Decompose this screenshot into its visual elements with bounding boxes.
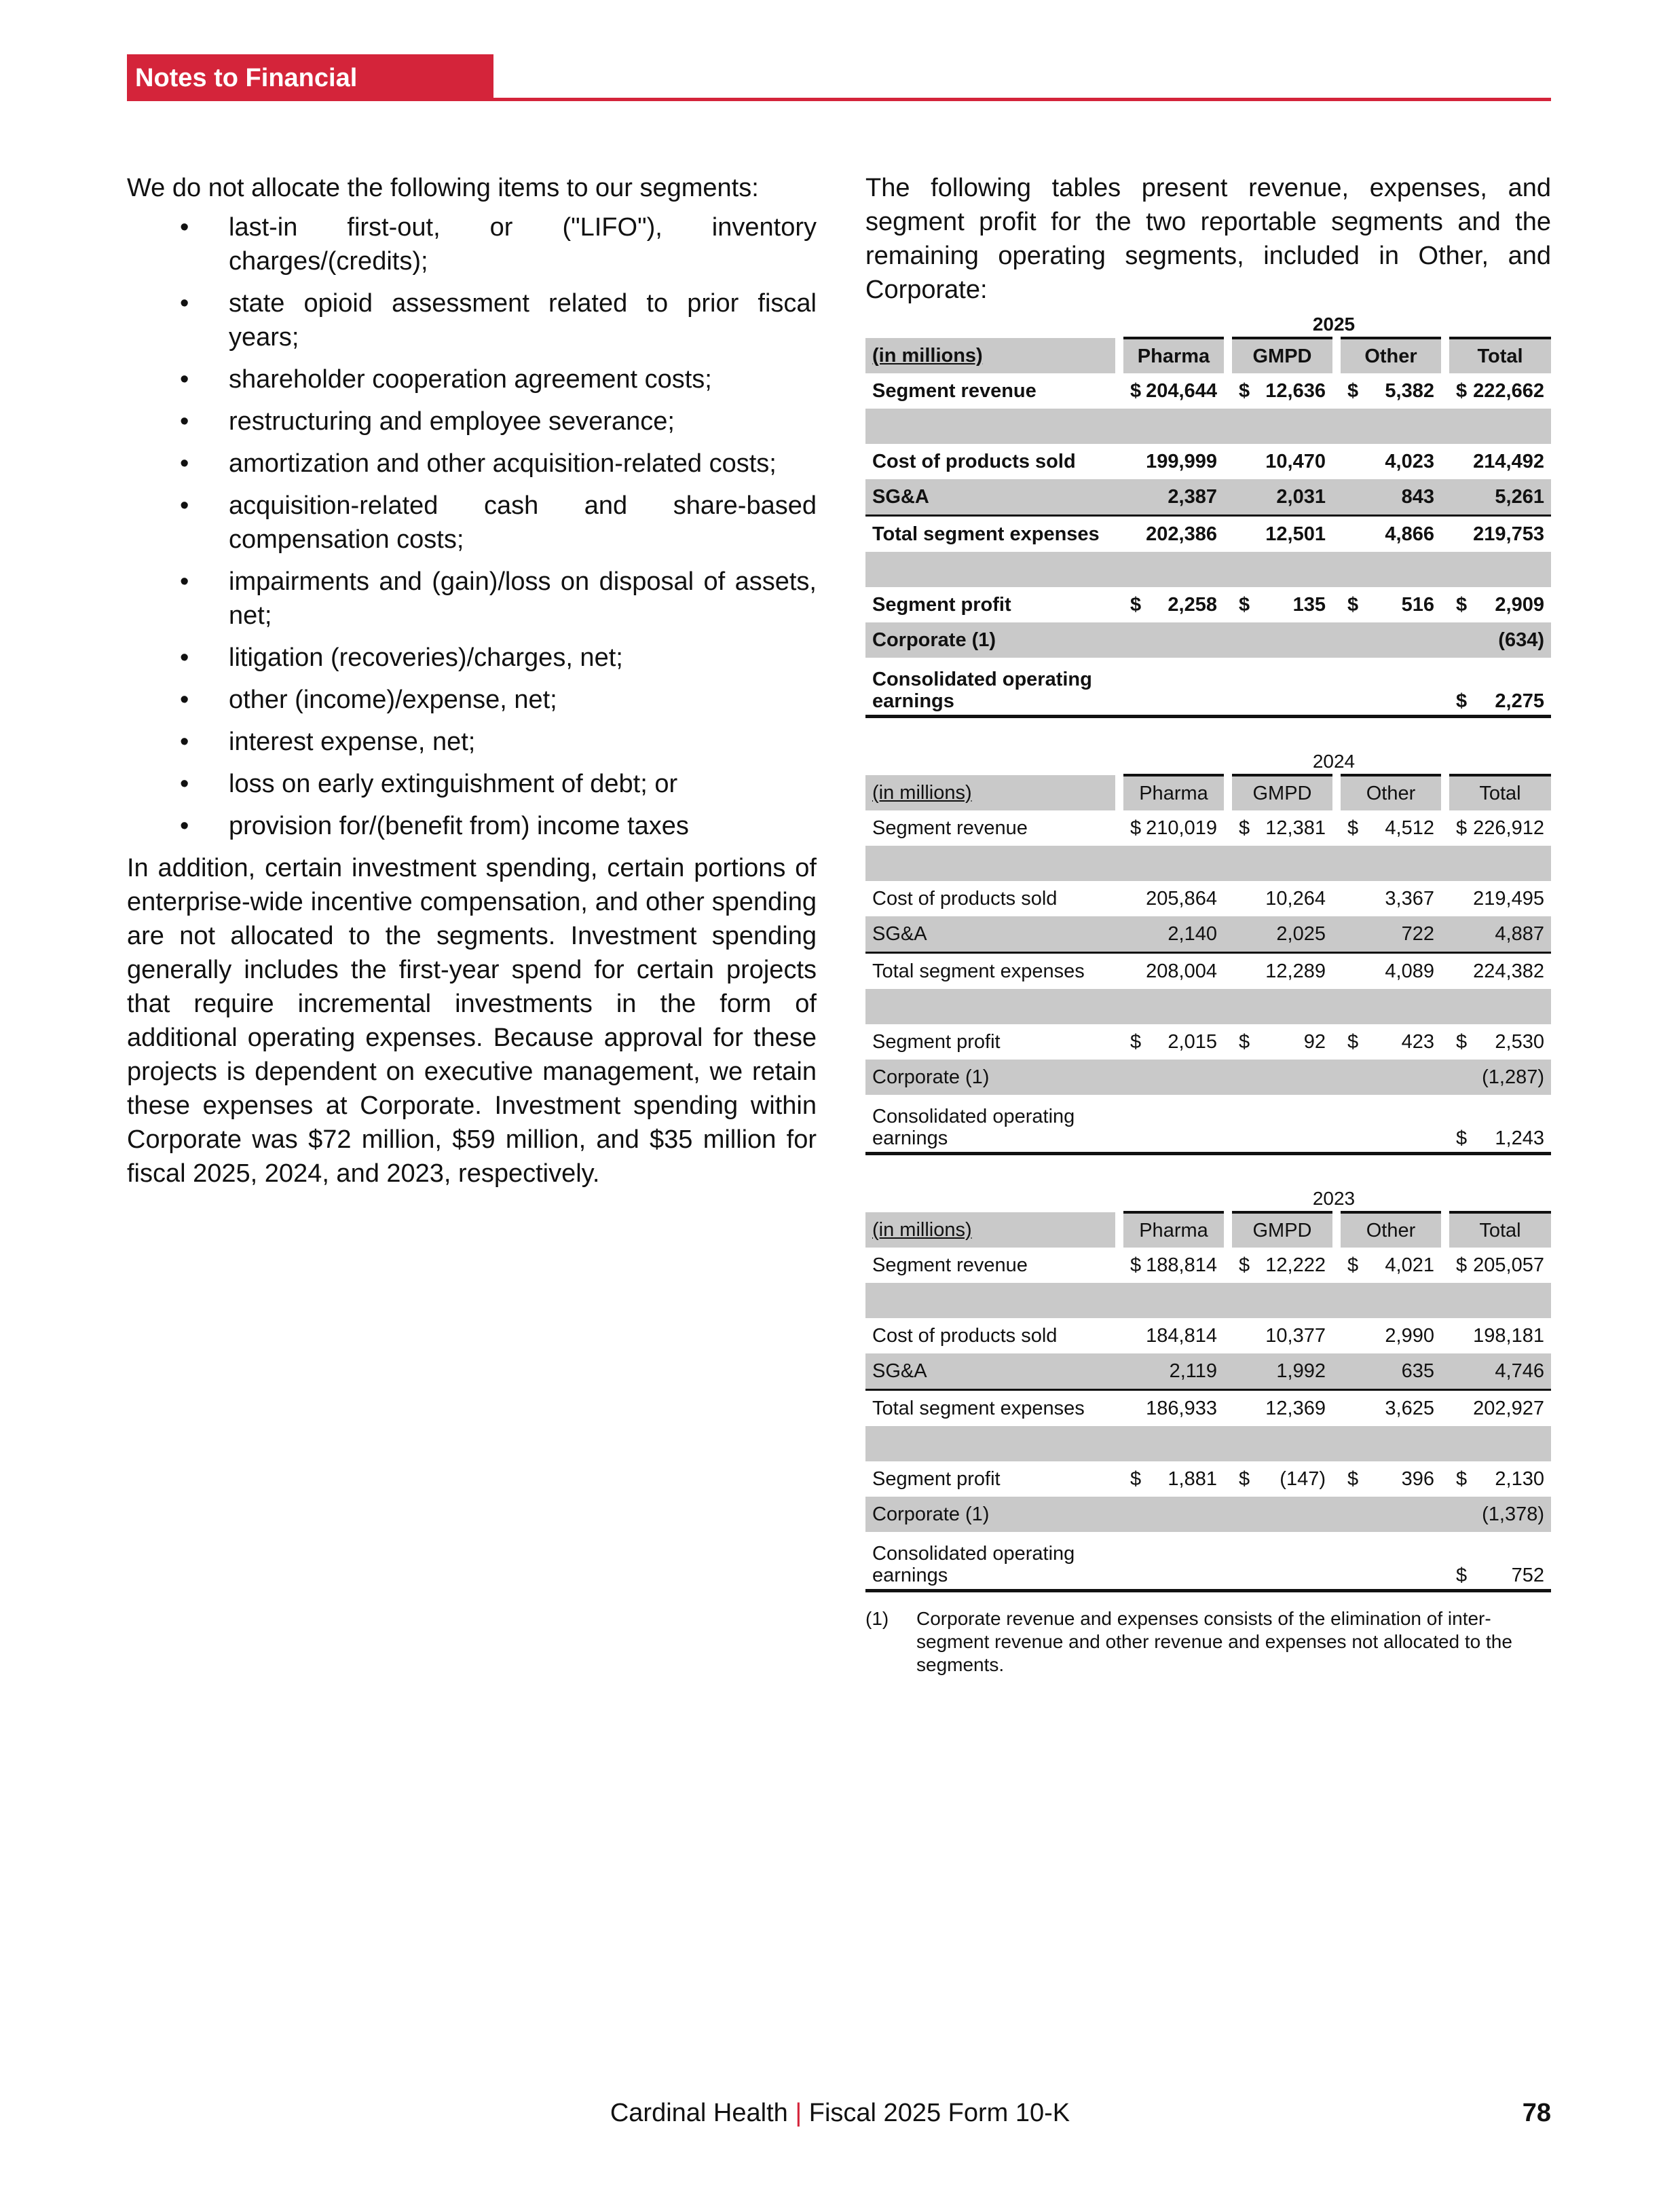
spacer-row — [865, 409, 1551, 444]
footnote-marker: (1) — [865, 1608, 889, 1629]
units-label: (in millions) — [865, 775, 1115, 810]
section-title: Notes to Financial Statements — [127, 54, 493, 98]
cell-pharma: $ 2,258 — [1130, 593, 1217, 616]
row-label: Segment revenue — [872, 379, 1037, 402]
page-footer — [0, 2099, 1680, 2133]
table-row — [865, 622, 1551, 658]
cell-pharma: 205,864 — [1146, 887, 1217, 910]
currency-symbol: $ — [1130, 1254, 1142, 1276]
table-row — [865, 1497, 1551, 1532]
cell-total: 4,887 — [1449, 916, 1551, 953]
cell-pharma: 184,814 — [1146, 1324, 1217, 1347]
table-year: 2025 — [1312, 314, 1356, 335]
cell-other: $ 516 — [1347, 593, 1434, 616]
cell-total: 198,181 — [1473, 1324, 1544, 1347]
segment-table — [865, 337, 1551, 718]
row-label: Corporate (1) — [865, 1497, 1115, 1532]
row-label: SG&A — [865, 916, 1115, 953]
row-label: SG&A — [865, 479, 1115, 516]
list-item: • litigation (recoveries)/charges, net; — [127, 641, 817, 675]
column-header-other: Other — [1341, 338, 1441, 373]
cell-total: 5,261 — [1449, 479, 1551, 516]
row-label: Total segment expenses — [865, 516, 1115, 553]
cell-total: $ 2,909 — [1456, 593, 1544, 616]
table-row — [865, 1095, 1551, 1154]
table-row — [865, 1353, 1551, 1390]
column-header-total: Total — [1449, 338, 1551, 373]
table-row — [865, 1248, 1551, 1283]
spacer-row — [865, 1426, 1551, 1461]
currency-symbol: $ — [1347, 817, 1359, 839]
bullet-icon: • — [180, 686, 189, 714]
currency-symbol: $ — [1456, 1254, 1468, 1276]
column-header-total: Total — [1449, 775, 1551, 810]
row-label: Segment profit — [872, 593, 1011, 616]
row-label: Segment profit — [872, 1030, 1001, 1053]
table-row — [865, 1461, 1551, 1497]
currency-symbol: $ — [1130, 593, 1142, 616]
bullet-icon: • — [180, 213, 189, 242]
currency-symbol: $ — [1456, 593, 1468, 616]
cell-other: 635 — [1341, 1353, 1441, 1390]
cell-gmpd: $ 12,222 — [1239, 1254, 1326, 1276]
cell-pharma: 2,140 — [1123, 916, 1224, 953]
table-row — [865, 881, 1551, 916]
bullet-icon: • — [180, 491, 189, 520]
row-label: Cost of products sold — [872, 450, 1076, 472]
table-row — [865, 444, 1551, 479]
cell-pharma: 2,387 — [1123, 479, 1224, 516]
table-row — [865, 479, 1551, 516]
currency-symbol: $ — [1239, 593, 1250, 616]
cell-gmpd: 12,501 — [1232, 516, 1332, 553]
bullet-icon: • — [180, 449, 189, 478]
allocation-intro: We do not allocate the following items to our segments: — [127, 174, 759, 202]
column-header-other: Other — [1341, 1212, 1441, 1248]
cell-other: $ 4,021 — [1347, 1254, 1434, 1276]
table-row — [865, 1060, 1551, 1095]
table-row — [865, 810, 1551, 846]
investment-spending-paragraph: In addition, certain investment spending, certain portions of enterprise-wide incentive compensation, and other spending are not allocated to the segments. Investment spending generally includes the first-year spend for certain projects that require incremental investments in the form of additional operating expenses. Because approval for these projects is dependent on executive management, we retain these expenses at Corporate. Investment spending within Corporate was $72 million, $59 million, and $35 million for fiscal 2025, 2024, and 2023, respectively. — [127, 854, 817, 1188]
cell-gmpd: 2,025 — [1232, 916, 1332, 953]
bullet-icon: • — [180, 289, 189, 318]
list-item: • state opioid assessment related to prior fiscal years; — [127, 286, 817, 354]
table-year: 2024 — [1312, 751, 1356, 772]
currency-symbol: $ — [1347, 593, 1359, 616]
cell-gmpd: $ (147) — [1239, 1467, 1326, 1490]
column-header-gmpd: GMPD — [1232, 338, 1332, 373]
left-column — [127, 171, 817, 1191]
segment-table — [865, 774, 1551, 1155]
table-row — [865, 516, 1551, 553]
cell-gmpd: $ 135 — [1239, 593, 1326, 616]
cell-gmpd: 12,289 — [1232, 953, 1332, 990]
row-label: Corporate (1) — [865, 622, 1115, 658]
cell-pharma: 186,933 — [1123, 1390, 1224, 1427]
column-header-gmpd: GMPD — [1232, 775, 1332, 810]
table-row — [865, 916, 1551, 953]
currency-symbol: $ — [1239, 1254, 1250, 1276]
row-label: Consolidated operating earnings — [865, 658, 1115, 717]
cell-total: 202,927 — [1449, 1390, 1551, 1427]
cell-gmpd: 10,470 — [1265, 450, 1326, 472]
cell-pharma: $ 188,814 — [1130, 1254, 1217, 1276]
cell-pharma: 208,004 — [1123, 953, 1224, 990]
list-item: • impairments and (gain)/loss on disposal of assets, net; — [127, 565, 817, 633]
table-row — [865, 587, 1551, 622]
footer-company: Cardinal Health — [610, 2099, 788, 2127]
column-header-pharma: Pharma — [1123, 1212, 1224, 1248]
cell-gmpd: 10,377 — [1265, 1324, 1326, 1347]
list-item: • interest expense, net; — [127, 725, 817, 759]
cell-gmpd: 1,992 — [1232, 1353, 1332, 1390]
currency-symbol: $ — [1239, 1030, 1250, 1053]
segment-table-2023 — [865, 1184, 1551, 1592]
cell-other: 4,866 — [1341, 516, 1441, 553]
currency-symbol: $ — [1456, 1127, 1468, 1149]
cell-total: 219,495 — [1473, 887, 1544, 910]
spacer-row — [865, 846, 1551, 881]
units-label: (in millions) — [865, 338, 1115, 373]
list-item: • last-in first-out, or ("LIFO"), inventory charges/(credits); — [127, 210, 817, 278]
bullet-icon: • — [180, 567, 189, 596]
cell-other: 3,367 — [1385, 887, 1434, 910]
cell-total: 219,753 — [1449, 516, 1551, 553]
cell-pharma: $ 1,881 — [1130, 1467, 1217, 1490]
table-header-row — [865, 775, 1551, 810]
cell-other: 4,089 — [1341, 953, 1441, 990]
cell-total: $ 2,275 — [1449, 658, 1551, 717]
currency-symbol: $ — [1347, 1254, 1359, 1276]
list-item: • restructuring and employee severance; — [127, 405, 817, 438]
cell-other: $ 5,382 — [1347, 379, 1434, 402]
column-header-pharma: Pharma — [1123, 338, 1224, 373]
page-header — [127, 54, 1551, 140]
column-header-total: Total — [1449, 1212, 1551, 1248]
list-item: • loss on early extinguishment of debt; or — [127, 767, 817, 801]
unallocated-items-list — [127, 210, 817, 843]
currency-symbol: $ — [1130, 379, 1142, 402]
currency-symbol: $ — [1239, 1467, 1250, 1490]
segment-table-2025 — [865, 310, 1551, 718]
cell-total: $ 226,912 — [1456, 817, 1544, 839]
cell-total: (634) — [1449, 622, 1551, 658]
cell-other: $ 4,512 — [1347, 817, 1434, 839]
currency-symbol: $ — [1347, 1467, 1359, 1490]
currency-symbol: $ — [1130, 1030, 1142, 1053]
currency-symbol: $ — [1456, 1565, 1468, 1586]
currency-symbol: $ — [1347, 379, 1359, 402]
segment-table-2024 — [865, 747, 1551, 1155]
segment-tables — [865, 310, 1551, 1592]
footer-separator: | — [795, 2099, 802, 2127]
table-row — [865, 953, 1551, 990]
column-header-pharma: Pharma — [1123, 775, 1224, 810]
list-item: • amortization and other acquisition-related costs; — [127, 447, 817, 481]
cell-other: 843 — [1341, 479, 1441, 516]
cell-other: 3,625 — [1341, 1390, 1441, 1427]
table-row — [865, 373, 1551, 409]
cell-total: 214,492 — [1473, 450, 1544, 472]
bullet-icon: • — [180, 407, 189, 436]
bullet-icon: • — [180, 643, 189, 672]
table-row — [865, 658, 1551, 717]
cell-total: $ 205,057 — [1456, 1254, 1544, 1276]
list-item: • shareholder cooperation agreement costs; — [127, 362, 817, 396]
row-label: Corporate (1) — [865, 1060, 1115, 1095]
cell-gmpd: 10,264 — [1265, 887, 1326, 910]
footer-document: Fiscal 2025 Form 10-K — [808, 2099, 1070, 2127]
table-row — [865, 1532, 1551, 1591]
row-label: Total segment expenses — [865, 953, 1115, 990]
cell-gmpd: 2,031 — [1232, 479, 1332, 516]
cell-other: 722 — [1341, 916, 1441, 953]
cell-total: $ 1,243 — [1449, 1095, 1551, 1154]
table-header-row — [865, 1212, 1551, 1248]
currency-symbol: $ — [1456, 1030, 1468, 1053]
currency-symbol: $ — [1456, 690, 1468, 712]
currency-symbol: $ — [1456, 379, 1468, 402]
cell-total: $ 752 — [1449, 1532, 1551, 1591]
bullet-icon: • — [180, 812, 189, 840]
row-label: Segment revenue — [872, 817, 1028, 839]
row-label: Cost of products sold — [872, 887, 1058, 910]
cell-gmpd: 12,369 — [1232, 1390, 1332, 1427]
list-item: • acquisition-related cash and share-based compensation costs; — [127, 489, 817, 557]
list-item: • other (income)/expense, net; — [127, 683, 817, 717]
cell-gmpd: $ 12,381 — [1239, 817, 1326, 839]
row-label: Cost of products sold — [872, 1324, 1058, 1347]
currency-symbol: $ — [1130, 1467, 1142, 1490]
cell-other: $ 396 — [1347, 1467, 1434, 1490]
cell-pharma: 202,386 — [1123, 516, 1224, 553]
cell-other: 2,990 — [1385, 1324, 1434, 1347]
tables-intro: The following tables present revenue, expenses, and segment profit for the two reportable segments and the remaining operating segments, included in Other, and Corporate: — [865, 174, 1551, 304]
cell-total: $ 2,530 — [1456, 1030, 1544, 1053]
page-number: 78 — [1522, 2099, 1551, 2127]
row-label: Consolidated operating earnings — [865, 1095, 1115, 1154]
spacer-row — [865, 989, 1551, 1024]
currency-symbol: $ — [1130, 817, 1142, 839]
cell-total: (1,287) — [1449, 1060, 1551, 1095]
table-row — [865, 1024, 1551, 1060]
cell-total: 224,382 — [1449, 953, 1551, 990]
row-label: Consolidated operating earnings — [865, 1532, 1115, 1591]
table-year: 2023 — [1312, 1188, 1356, 1209]
cell-pharma: 199,999 — [1146, 450, 1217, 472]
column-header-gmpd: GMPD — [1232, 1212, 1332, 1248]
row-label: Segment revenue — [872, 1254, 1028, 1276]
table-row — [865, 1390, 1551, 1427]
table-row — [865, 1318, 1551, 1353]
units-label: (in millions) — [865, 1212, 1115, 1248]
bullet-icon: • — [180, 728, 189, 756]
footnote-text: Corporate revenue and expenses consists of the elimination of inter-segment revenue and other revenue and expenses not allocated to the segments. — [916, 1608, 1512, 1675]
row-label: Segment profit — [872, 1467, 1001, 1490]
cell-pharma: $ 2,015 — [1130, 1030, 1217, 1053]
cell-gmpd: $ 92 — [1239, 1030, 1326, 1053]
right-column — [865, 171, 1551, 1677]
cell-total: (1,378) — [1449, 1497, 1551, 1532]
segment-table — [865, 1211, 1551, 1592]
bullet-icon: • — [180, 770, 189, 798]
cell-other: 4,023 — [1385, 450, 1434, 472]
cell-other: $ 423 — [1347, 1030, 1434, 1053]
cell-gmpd: $ 12,636 — [1239, 379, 1326, 402]
cell-total: $ 2,130 — [1456, 1467, 1544, 1490]
list-item: • provision for/(benefit from) income taxes — [127, 809, 817, 843]
bullet-icon: • — [180, 365, 189, 394]
currency-symbol: $ — [1347, 1030, 1359, 1053]
row-label: Total segment expenses — [865, 1390, 1115, 1427]
spacer-row — [865, 552, 1551, 587]
spacer-row — [865, 1283, 1551, 1318]
row-label: SG&A — [865, 1353, 1115, 1390]
currency-symbol: $ — [1239, 817, 1250, 839]
currency-symbol: $ — [1456, 817, 1468, 839]
currency-symbol: $ — [1456, 1467, 1468, 1490]
cell-pharma: $ 204,644 — [1130, 379, 1217, 402]
table-header-row — [865, 338, 1551, 373]
currency-symbol: $ — [1239, 379, 1250, 402]
cell-pharma: 2,119 — [1123, 1353, 1224, 1390]
cell-total: $ 222,662 — [1456, 379, 1544, 402]
cell-pharma: $ 210,019 — [1130, 817, 1217, 839]
cell-total: 4,746 — [1449, 1353, 1551, 1390]
footnote — [865, 1607, 1551, 1677]
column-header-other: Other — [1341, 775, 1441, 810]
